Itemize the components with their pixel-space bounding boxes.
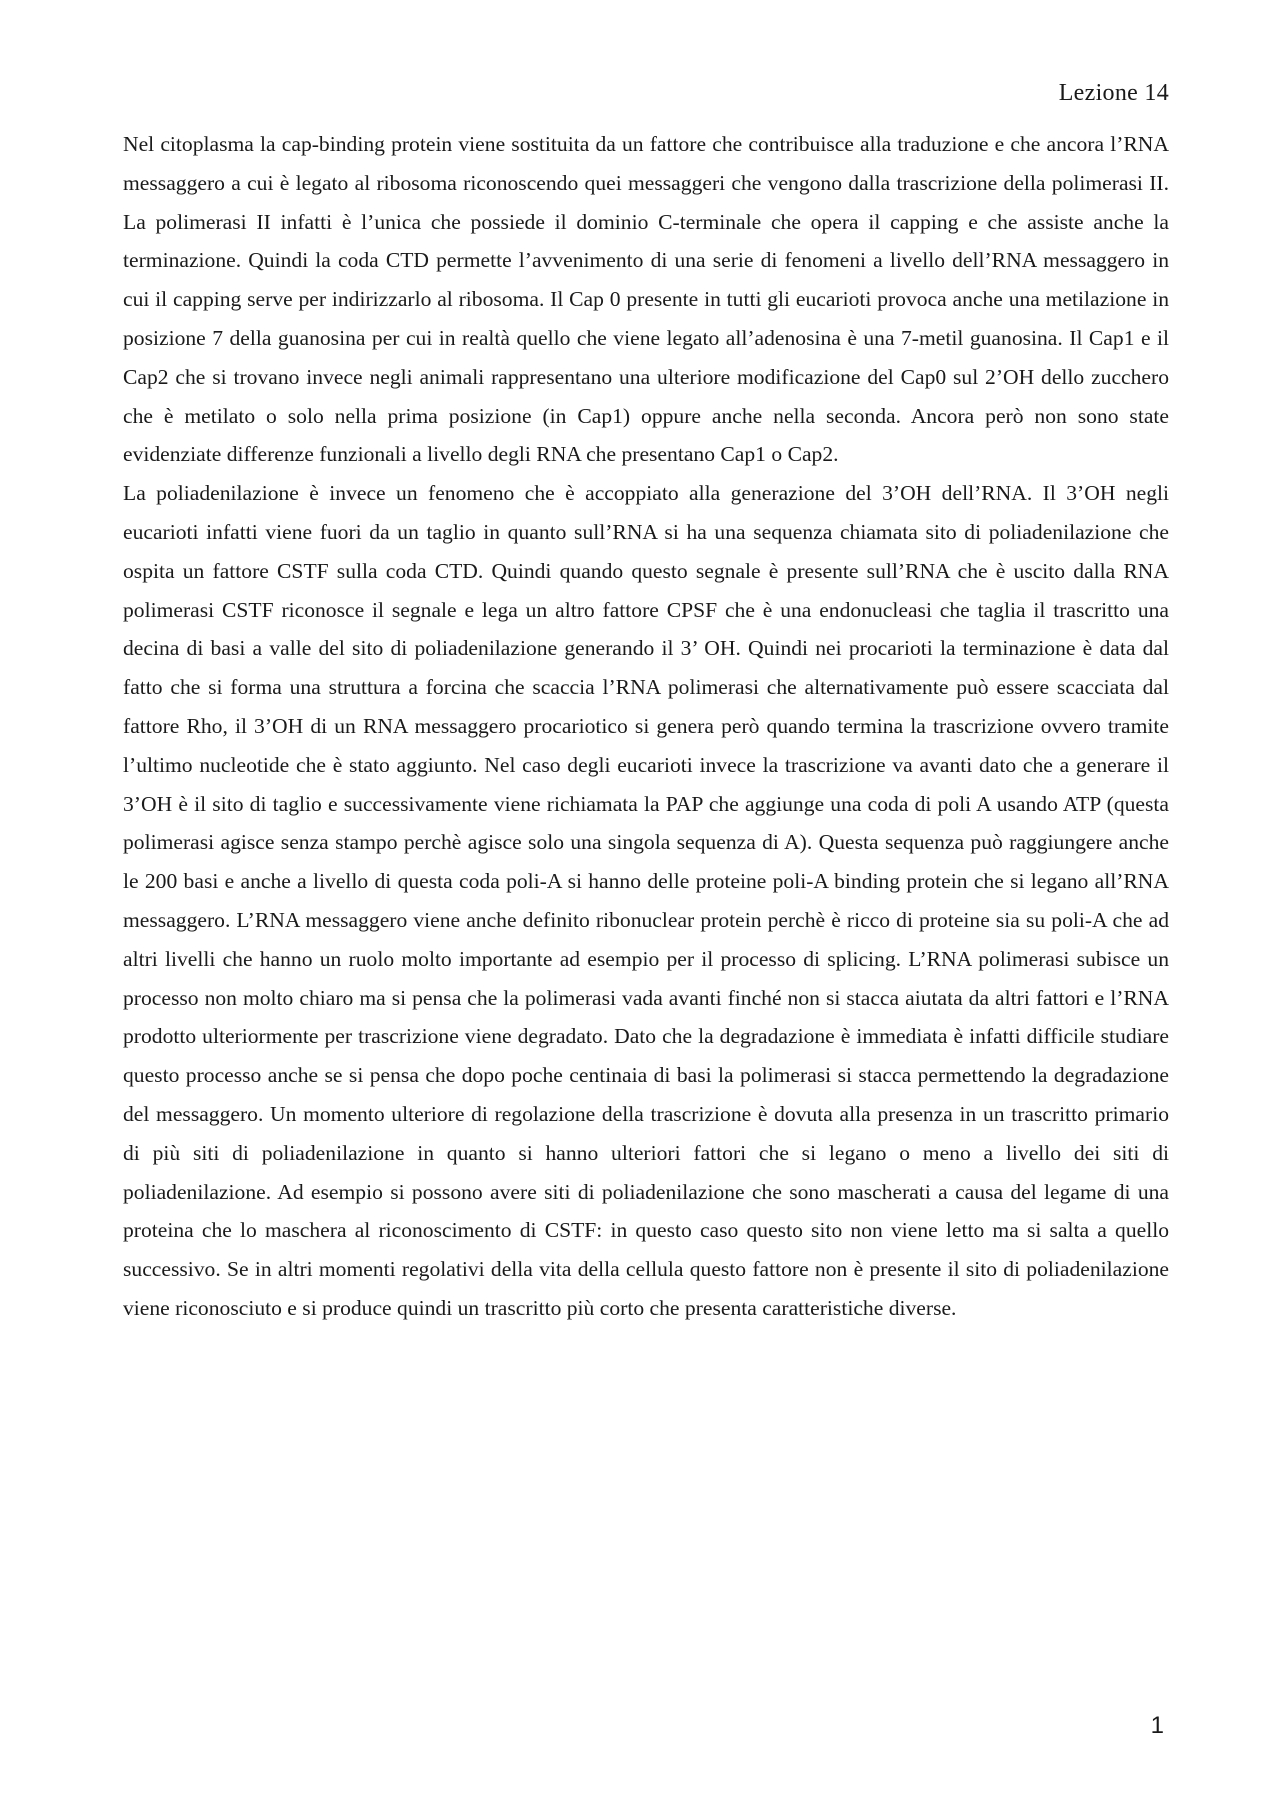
paragraph-cap: Nel citoplasma la cap-binding protein viene sostituita da un fattore che contribuisce alla traduzione e che ancora l’RNA messaggero a cui è legato al ribosoma riconoscendo quei messaggeri che vengono dalla trascrizione della polimerasi II. La polimerasi II infatti è l’unica che possiede il dominio C-terminale che opera il capping e che assiste anche la terminazione. Quindi la coda CTD permette l’avvenimento di una serie di fenomeni a livello dell’RNA messaggero in cui il capping serve per indirizzarlo al ribosoma. Il Cap 0 presente in tutti gli eucarioti provoca anche una metilazione in posizione 7 della guanosina per cui in realtà quello che viene legato all’adenosina è una 7-metil guanosina. Il Cap1 e il Cap2 che si trovano invece negli animali rappresentano una ulteriore modificazione del Cap0 sul 2’OH dello zucchero che è metilato o solo nella prima posizione (in Cap1) oppure anche nella seconda. Ancora però non sono state evidenziate differenze funzionali a livello degli RNA che presentano Cap1 o Cap2.: [123, 132, 1169, 467]
document-body: [123, 125, 1169, 1328]
page-number: 1: [1150, 1712, 1164, 1739]
lecture-header: Lezione 14: [1058, 80, 1169, 106]
paragraph-polyadenylation: La poliadenilazione è invece un fenomeno che è accoppiato alla generazione del 3’OH dell’RNA. Il 3’OH negli eucarioti infatti viene fuori da un taglio in quanto sull’RNA si ha una sequenza chiamata sito di poliadenilazione che ospita un fattore CSTF sulla coda CTD. Quindi quando questo segnale è presente sull’RNA che è uscito dalla RNA polimerasi CSTF riconosce il segnale e lega un altro fattore CPSF che è una endonucleasi che taglia il trascritto una decina di basi a valle del sito di poliadenilazione generando il 3’ OH. Quindi nei procarioti la terminazione è data dal fatto che si forma una struttura a forcina che scaccia l’RNA polimerasi che alternativamente può essere scacciata dal fattore Rho, il 3’OH di un RNA messaggero procariotico si genera però quando termina la trascrizione ovvero tramite l’ultimo nucleotide che è stato aggiunto. Nel caso degli eucarioti invece la trascrizione va avanti dato che a generare il 3’OH è il sito di taglio e successivamente viene richiamata la PAP che aggiunge una coda di poli A usando ATP (questa polimerasi agisce senza stampo perchè agisce solo una singola sequenza di A). Questa sequenza può raggiungere anche le 200 basi e anche a livello di questa coda poli-A si hanno delle proteine poli-A binding protein che si legano all’RNA messaggero. L’RNA messaggero viene anche definito ribonuclear protein perchè è ricco di proteine sia su poli-A che ad altri livelli che hanno un ruolo molto importante ad esempio per il processo di splicing. L’RNA polimerasi subisce un processo non molto chiaro ma si pensa che la polimerasi vada avanti finché non si stacca aiutata da altri fattori e l’RNA prodotto ulteriormente per trascrizione viene degradato. Dato che la degradazione è immediata è infatti difficile studiare questo processo anche se si pensa che dopo poche centinaia di basi la polimerasi si stacca permettendo la degradazione del messaggero. Un momento ulteriore di regolazione della trascrizione è dovuta alla presenza in un trascritto primario di più siti di poliadenilazione in quanto si hanno ulteriori fattori che si legano o meno a livello dei siti di poliadenilazione. Ad esempio si possono avere siti di poliadenilazione che sono mascherati a causa del legame di una proteina che lo maschera al riconoscimento di CSTF: in questo caso questo sito non viene letto ma si salta a quello successivo. Se in altri momenti regolativi della vita della cellula questo fattore non è presente il sito di poliadenilazione viene riconosciuto e si produce quindi un trascritto più corto che presenta caratteristiche diverse.: [123, 481, 1169, 1320]
